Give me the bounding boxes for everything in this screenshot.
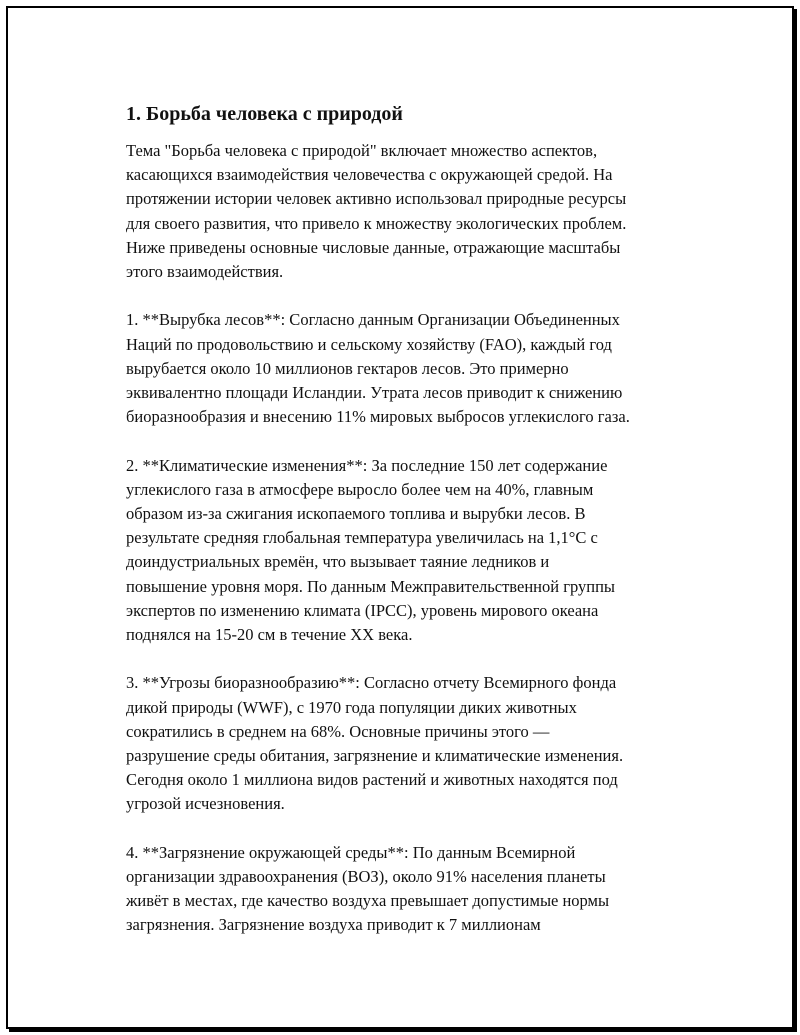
paragraph-line: Наций по продовольствию и сельскому хозяйству (FAO), каждый год: [126, 334, 612, 354]
paragraph-line: поднялся на 15-20 см в течение XX века.: [126, 625, 413, 645]
paragraph-line: вырубается около 10 миллионов гектаров лесов. Это примерно: [126, 358, 569, 378]
paragraph-line: этого взаимодействия.: [126, 262, 284, 282]
paragraph-line: биоразнообразия и внесению 11% мировых выбросов углекислого газа.: [126, 407, 630, 427]
paragraph-line: экспертов по изменению климата (IPCC), уровень мирового океана: [126, 600, 599, 620]
paragraph-line: повышение уровня моря. По данным Межправительственной группы: [126, 576, 615, 596]
paragraph-line: 2. **Климатические изменения**: За последние 150 лет содержание: [126, 455, 608, 475]
paragraph-line: Сегодня около 1 миллиона видов растений и животных находятся под: [126, 770, 618, 790]
paragraph-line: эквивалентно площади Исландии. Утрата лесов приводит к снижению: [126, 383, 623, 403]
paragraph-line: 1. **Вырубка лесов**: Согласно данным Организации Объединенных: [126, 310, 620, 330]
paragraph-line: сократились в среднем на 68%. Основные причины этого —: [126, 721, 550, 741]
paragraph-line: образом из-за сжигания ископаемого топлива и вырубки лесов. В: [126, 504, 586, 524]
paragraph-line: разрушение среды обитания, загрязнение и климатические изменения.: [126, 746, 624, 766]
document-body: [126, 100, 726, 962]
paragraph-line: Тема "Борьба человека с природой" включает множество аспектов,: [126, 141, 598, 160]
intro-paragraph: [126, 139, 726, 284]
deforestation-paragraph: [126, 308, 726, 429]
paragraph-line: касающихся взаимодействия человечества с окружающей средой. На: [126, 165, 613, 185]
pollution-paragraph: [126, 841, 726, 938]
paragraph-line: организации здравоохранения (ВОЗ), около 91% населения планеты: [126, 867, 606, 887]
paragraph-line: результате средняя глобальная температура увеличилась на 1,1°С с: [126, 528, 598, 548]
paragraph-line: доиндустриальных времён, что вызывает таяние ледников и: [126, 552, 550, 572]
climate-change-paragraph: [126, 454, 726, 648]
paragraph-line: загрязнения. Загрязнение воздуха приводит к 7 миллионам: [126, 915, 541, 935]
paragraph-line: живёт в местах, где качество воздуха превышает допустимые нормы: [126, 891, 610, 911]
paragraph-line: углекислого газа в атмосфере выросло более чем на 40%, главным: [126, 479, 594, 499]
paragraph-line: 3. **Угрозы биоразнообразию**: Согласно отчету Всемирного фонда: [126, 673, 617, 693]
paragraph-line: для своего развития, что привело к множеству экологических проблем.: [126, 213, 627, 233]
section-heading: 1. Борьба человека с природой: [126, 103, 403, 125]
paragraph-line: Ниже приведены основные числовые данные, отражающие масштабы: [126, 237, 621, 257]
biodiversity-paragraph: [126, 671, 726, 816]
paragraph-line: угрозой исчезновения.: [126, 794, 285, 814]
page-frame: [6, 6, 794, 1029]
paragraph-line: 4. **Загрязнение окружающей среды**: По данным Всемирной: [126, 842, 576, 862]
paragraph-line: протяжении истории человек активно использовал природные ресурсы: [126, 189, 627, 209]
paragraph-line: дикой природы (WWF), с 1970 года популяции диких животных: [126, 697, 577, 717]
